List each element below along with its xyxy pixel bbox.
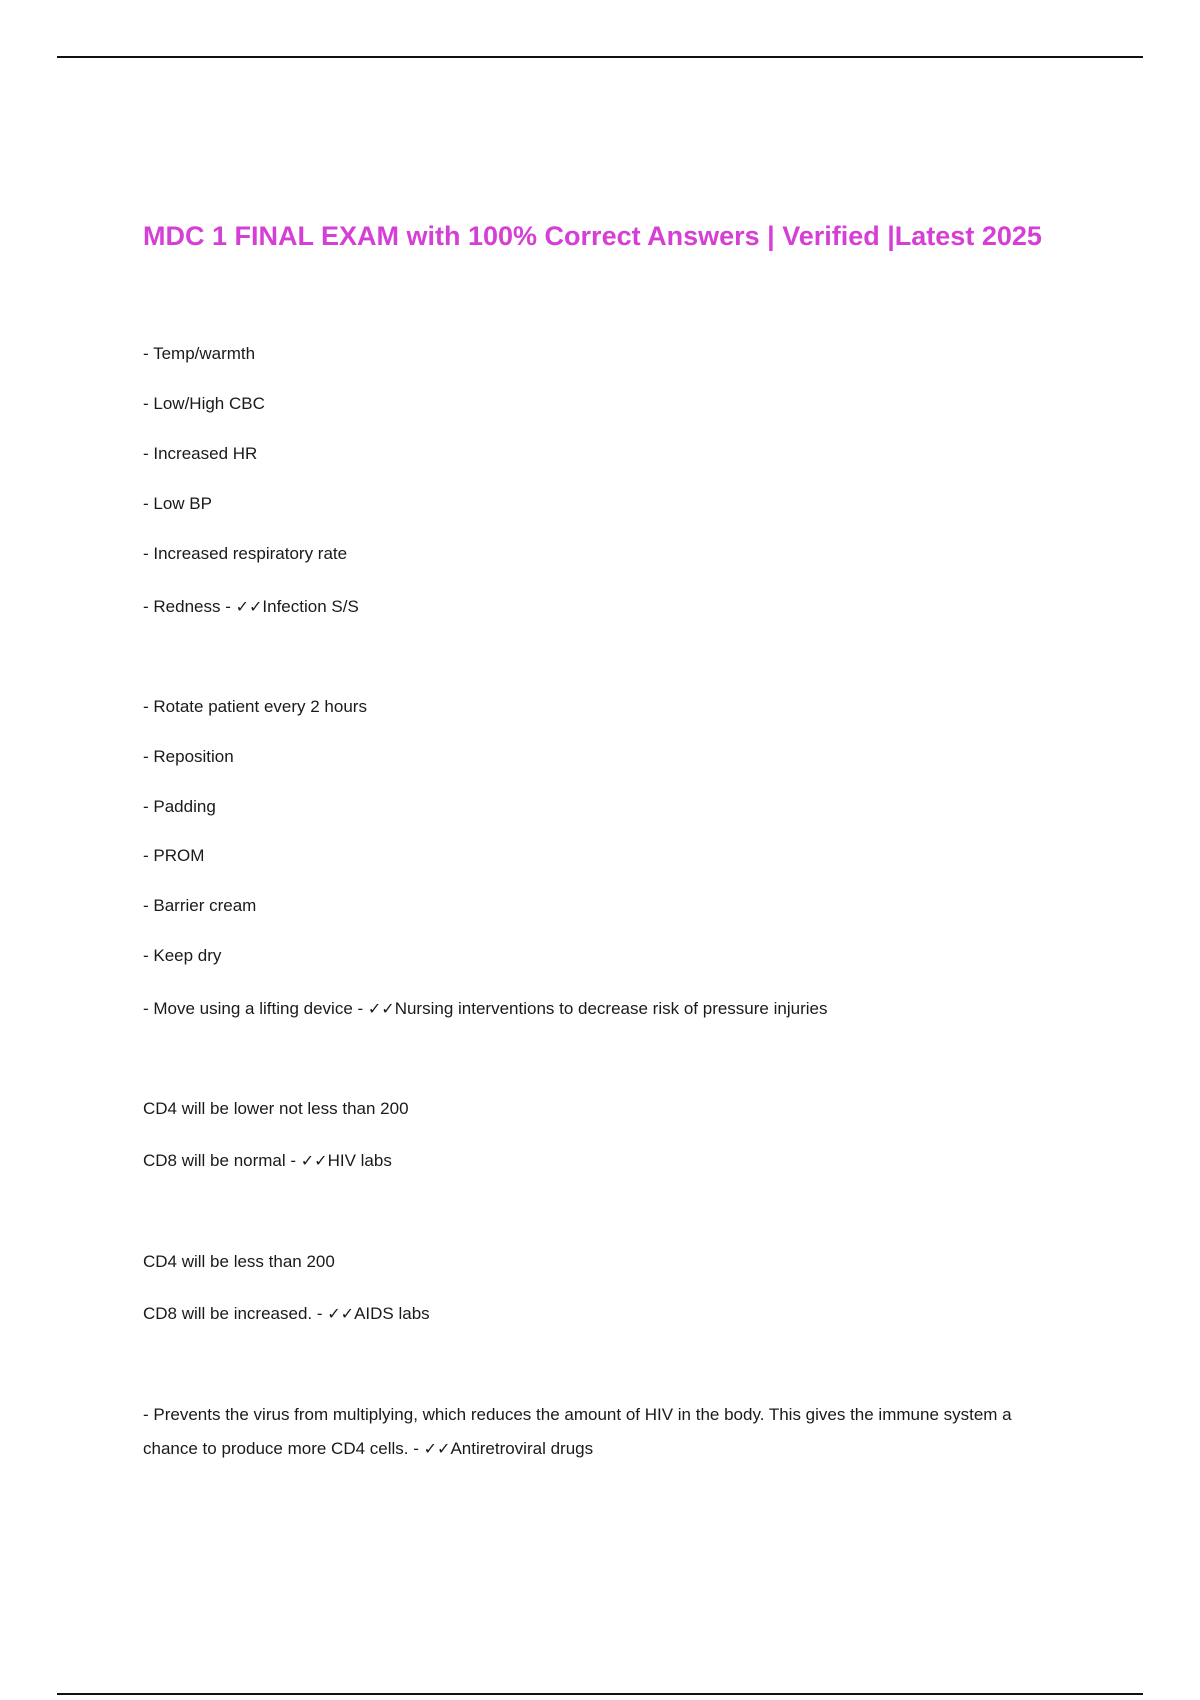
question-text: - Redness - xyxy=(143,597,236,616)
text-line: CD4 will be lower not less than 200 xyxy=(143,1099,409,1118)
double-check-icon: ✓✓ xyxy=(300,1151,328,1170)
question-text: - Prevents the virus from multiplying, which reduces the amount of HIV in the body. This gives the immune system a chance to produce more CD4 cells. - xyxy=(143,1405,1012,1458)
bullet-line: - Reposition xyxy=(143,747,234,766)
answer-text: Nursing interventions to decrease risk of pressure injuries xyxy=(394,999,828,1018)
question-text: CD8 will be normal - xyxy=(143,1151,301,1170)
bullet-line: - Temp/warmth xyxy=(143,344,256,363)
answer-text: Antiretroviral drugs xyxy=(450,1439,594,1458)
answer-text: HIV labs xyxy=(327,1151,392,1170)
bullet-line: - Barrier cream xyxy=(143,896,257,915)
bullet-line: - PROM xyxy=(143,846,205,865)
double-check-icon: ✓✓ xyxy=(235,597,263,616)
double-check-icon: ✓✓ xyxy=(327,1304,355,1323)
bullet-line: - Rotate patient every 2 hours xyxy=(143,697,367,716)
answer-text: Infection S/S xyxy=(262,597,359,616)
double-check-icon: ✓✓ xyxy=(423,1439,451,1458)
double-check-icon: ✓✓ xyxy=(367,999,395,1018)
question-text: CD8 will be increased. - xyxy=(143,1304,328,1323)
document-title: MDC 1 FINAL EXAM with 100% Correct Answers | Verified |Latest 2025 xyxy=(143,221,1042,251)
bullet-line: - Increased HR xyxy=(143,444,258,463)
bullet-line: - Low BP xyxy=(143,494,212,513)
text-line: CD4 will be less than 200 xyxy=(143,1252,335,1271)
bullet-line: - Keep dry xyxy=(143,946,222,965)
bullet-line: - Low/High CBC xyxy=(143,394,265,413)
question-text: - Move using a lifting device - xyxy=(143,999,368,1018)
bullet-line: - Padding xyxy=(143,797,216,816)
bullet-line: - Increased respiratory rate xyxy=(143,544,348,563)
question-answer-line xyxy=(143,992,827,1026)
footer-rule xyxy=(57,1693,1143,1695)
header-rule xyxy=(57,56,1143,58)
question-answer-line xyxy=(143,590,359,624)
question-answer-line xyxy=(143,1297,430,1331)
question-answer-line xyxy=(143,1144,392,1178)
answer-text: AIDS labs xyxy=(354,1304,430,1323)
question-answer-paragraph xyxy=(143,1398,1048,1466)
